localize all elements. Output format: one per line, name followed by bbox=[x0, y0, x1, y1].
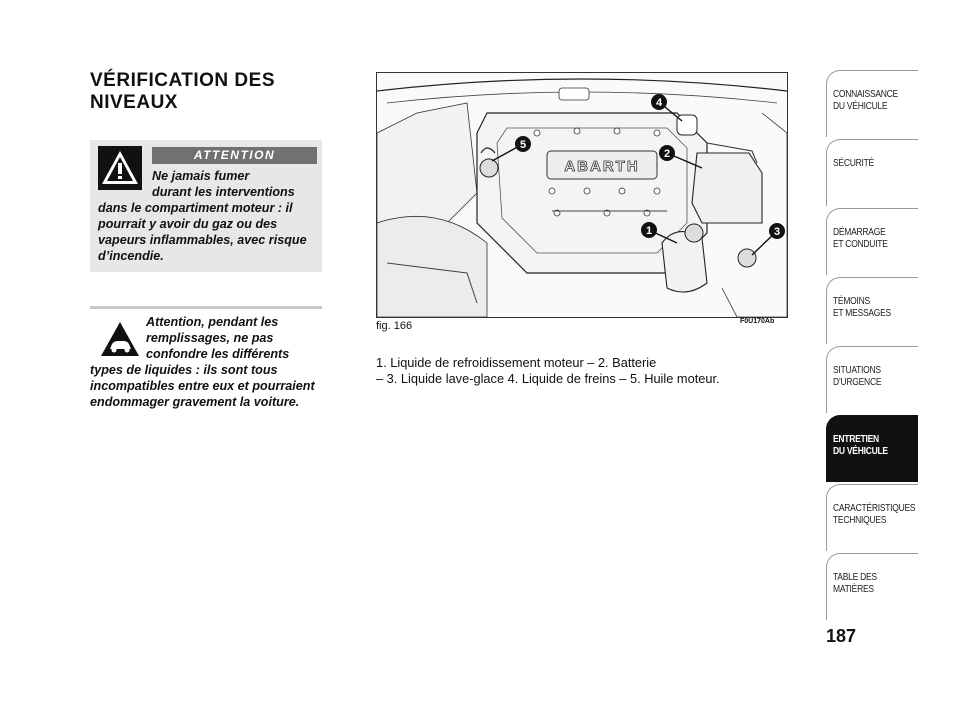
figure-caption bbox=[376, 355, 786, 387]
warning-box bbox=[90, 140, 322, 272]
page-number: 187 bbox=[826, 626, 857, 646]
abarth-logo-text: ABARTH bbox=[564, 158, 640, 175]
warning-text bbox=[98, 168, 320, 264]
tab-label: TABLE DES bbox=[833, 572, 877, 583]
caption-line2: – 3. Liquide lave-glace 4. Liquide de freins – 5. Huile moteur. bbox=[376, 371, 720, 386]
warning-line2: durant les interventions bbox=[152, 185, 295, 199]
car-caution-icon bbox=[98, 318, 142, 362]
tab-label: ET MESSAGES bbox=[833, 308, 891, 319]
tab-label: CONNAISSANCE bbox=[833, 89, 898, 100]
engine-compartment-figure bbox=[376, 72, 788, 318]
figure-label: fig. 166 bbox=[376, 320, 413, 332]
caption-line1: 1. Liquide de refroidissement moteur – 2. Batterie bbox=[376, 355, 657, 370]
caution-line2: remplissages, ne pas bbox=[146, 331, 274, 345]
caution-divider bbox=[90, 306, 322, 309]
tab-label: DU VÉHICULE bbox=[833, 101, 888, 112]
callout-5: 5 bbox=[519, 139, 527, 151]
tab-label: SITUATIONS bbox=[833, 365, 881, 376]
callout-1: 1 bbox=[645, 225, 653, 237]
tab-label: SÉCURITÉ bbox=[833, 158, 874, 169]
callout-2: 2 bbox=[663, 148, 671, 160]
tab-label: MATIÈRES bbox=[833, 584, 874, 595]
tab-securite[interactable] bbox=[826, 139, 918, 206]
warning-rest: dans le compartiment moteur : il pourrait y avoir du gaz ou des vapeurs inflammables, avec risque d’incendie. bbox=[98, 201, 307, 263]
attention-banner: ATTENTION bbox=[152, 147, 317, 164]
tab-situations[interactable] bbox=[826, 346, 918, 413]
caution-rest: types de liquides : ils sont tous incompatibles entre eux et pourraient endommager gravement la voiture. bbox=[90, 363, 315, 409]
callout-3: 3 bbox=[773, 226, 781, 238]
tab-temoins[interactable] bbox=[826, 277, 918, 344]
tab-table-matieres[interactable] bbox=[826, 553, 918, 620]
tab-label: ENTRETIEN bbox=[833, 434, 879, 445]
tab-label: TÉMOINS bbox=[833, 296, 870, 307]
tab-caracteristiques[interactable] bbox=[826, 484, 918, 551]
warning-line1: Ne jamais fumer bbox=[152, 169, 250, 183]
tab-label: DU VÉHICULE bbox=[833, 446, 888, 457]
tab-label: TECHNIQUES bbox=[833, 515, 887, 526]
tab-label: CARACTÉRISTIQUES bbox=[833, 503, 916, 514]
page-title: VÉRIFICATION DES NIVEAUX bbox=[90, 70, 275, 113]
tab-label: ET CONDUITE bbox=[833, 239, 888, 250]
tab-demarrage[interactable] bbox=[826, 208, 918, 275]
tab-label: D’URGENCE bbox=[833, 377, 882, 388]
tab-label: DÉMARRAGE bbox=[833, 227, 886, 238]
chapter-tabs bbox=[826, 70, 918, 622]
caution-line3: confondre les différents bbox=[146, 347, 290, 361]
callout-4: 4 bbox=[655, 97, 663, 109]
caution-line1: Attention, pendant les bbox=[146, 315, 279, 329]
tab-connaissance[interactable] bbox=[826, 70, 918, 137]
figure-code: F0U170Ab bbox=[740, 318, 775, 325]
tab-entretien[interactable] bbox=[826, 415, 918, 482]
